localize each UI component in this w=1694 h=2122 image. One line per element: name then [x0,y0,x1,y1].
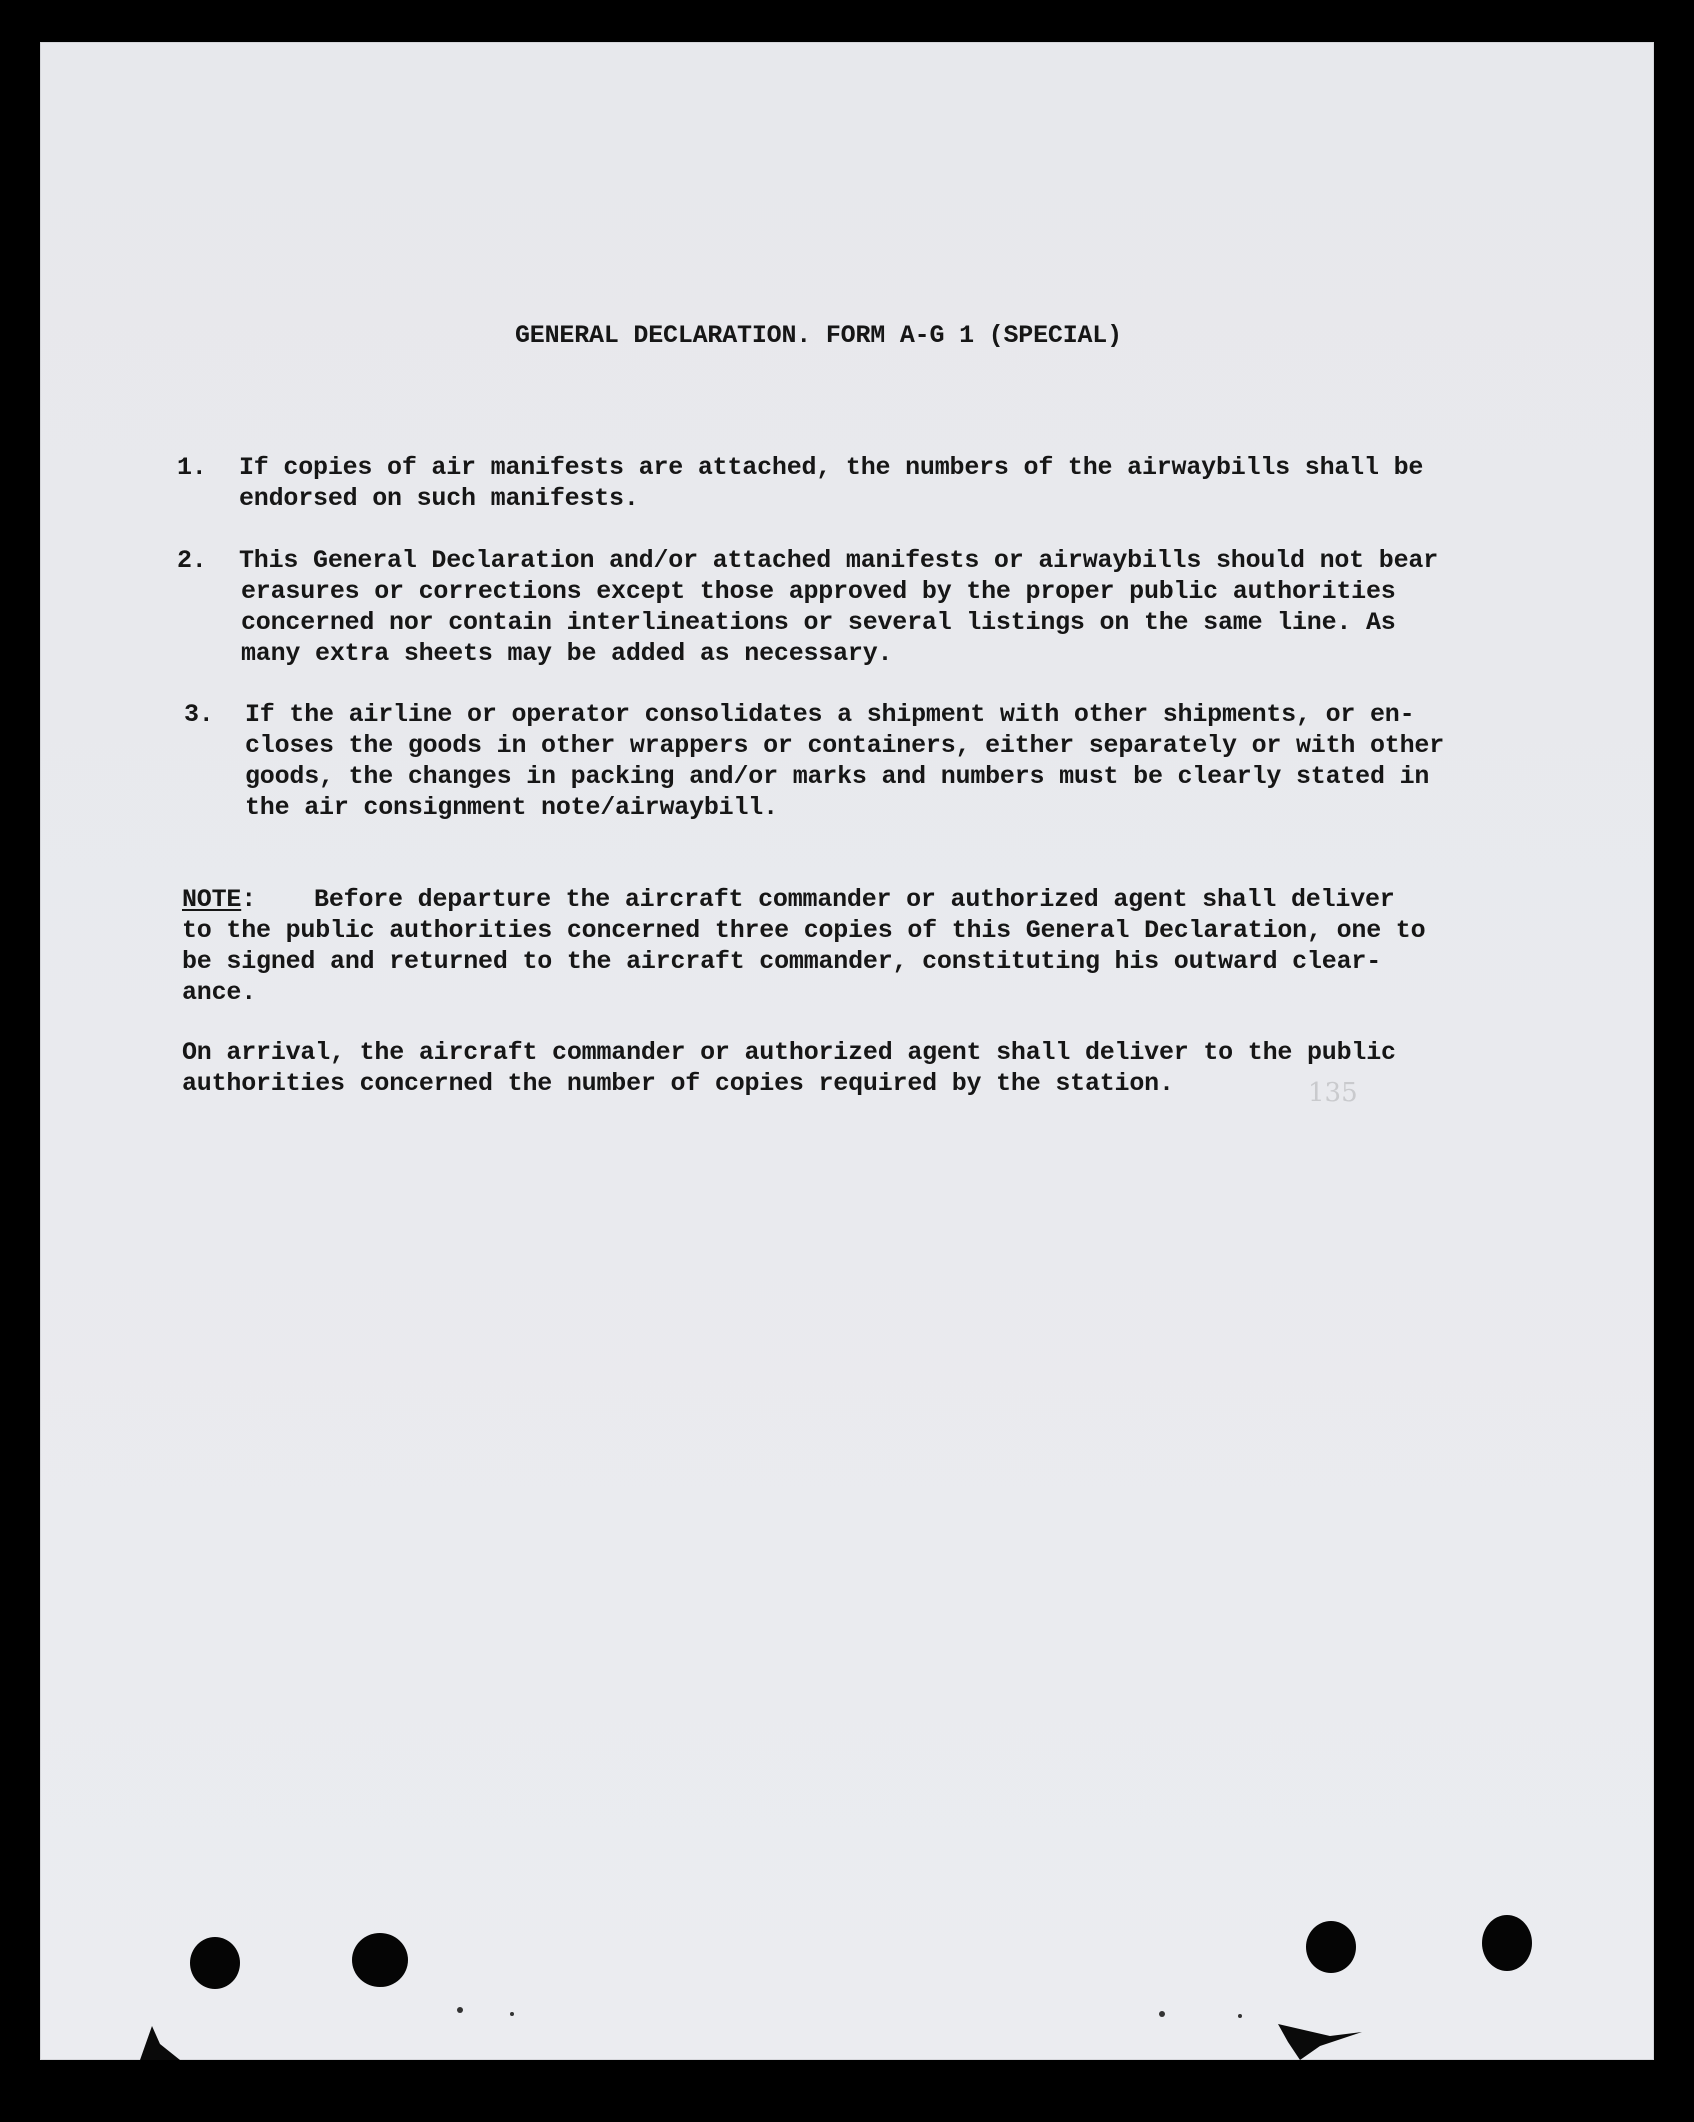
item-number: 1. [177,453,207,482]
document-page [40,42,1654,2060]
item-line: If copies of air manifests are attached, the numbers of the airwaybills shall be [239,453,1424,482]
item-line: goods, the changes in packing and/or marks and numbers must be clearly stated in [245,762,1430,791]
item-number: 2. [177,546,207,575]
note-line: to the public authorities concerned three copies of this General Declaration, one to [182,916,1426,945]
note-line: be signed and returned to the aircraft commander, constituting his outward clear- [182,947,1381,976]
note-label: NOTE [182,885,242,914]
list-item-2 [177,545,1438,669]
document-title: GENERAL DECLARATION. FORM A-G 1 (SPECIAL) [515,321,1122,350]
note-line: ance. [182,978,257,1007]
item-line: concerned nor contain interlineations or several listings on the same line. As [241,608,1396,637]
punch-hole [1306,1921,1356,1973]
torn-edge-marks [40,2002,1654,2060]
faint-bleedthrough-mark: 135 [1308,1078,1358,1108]
note-line: Before departure the aircraft commander or authorized agent shall deliver [314,885,1395,914]
item-line: If the airline or operator consolidates a shipment with other shipments, or en- [245,700,1415,729]
item-line: endorsed on such manifests. [239,484,639,513]
arrival-line: authorities concerned the number of copies required by the station. [182,1069,1174,1098]
punch-hole [190,1937,240,1989]
arrival-paragraph [182,1037,1396,1099]
item-line: This General Declaration and/or attached manifests or airwaybills should not bear [239,546,1438,575]
item-line: many extra sheets may be added as necessary. [241,639,893,668]
punch-hole [1482,1915,1532,1971]
item-line: closes the goods in other wrappers or containers, either separately or with other [245,731,1444,760]
list-item-3 [177,699,1444,823]
item-number: 3. [184,700,214,729]
note-colon: : [241,885,257,914]
item-line: the air consignment note/airwaybill. [245,793,778,822]
item-line: erasures or corrections except those approved by the proper public authorities [241,577,1396,606]
arrival-line: On arrival, the aircraft commander or authorized agent shall deliver to the public [182,1038,1396,1067]
punch-hole [352,1933,408,1987]
list-item-1 [177,452,1424,514]
note-paragraph [182,884,1425,1008]
